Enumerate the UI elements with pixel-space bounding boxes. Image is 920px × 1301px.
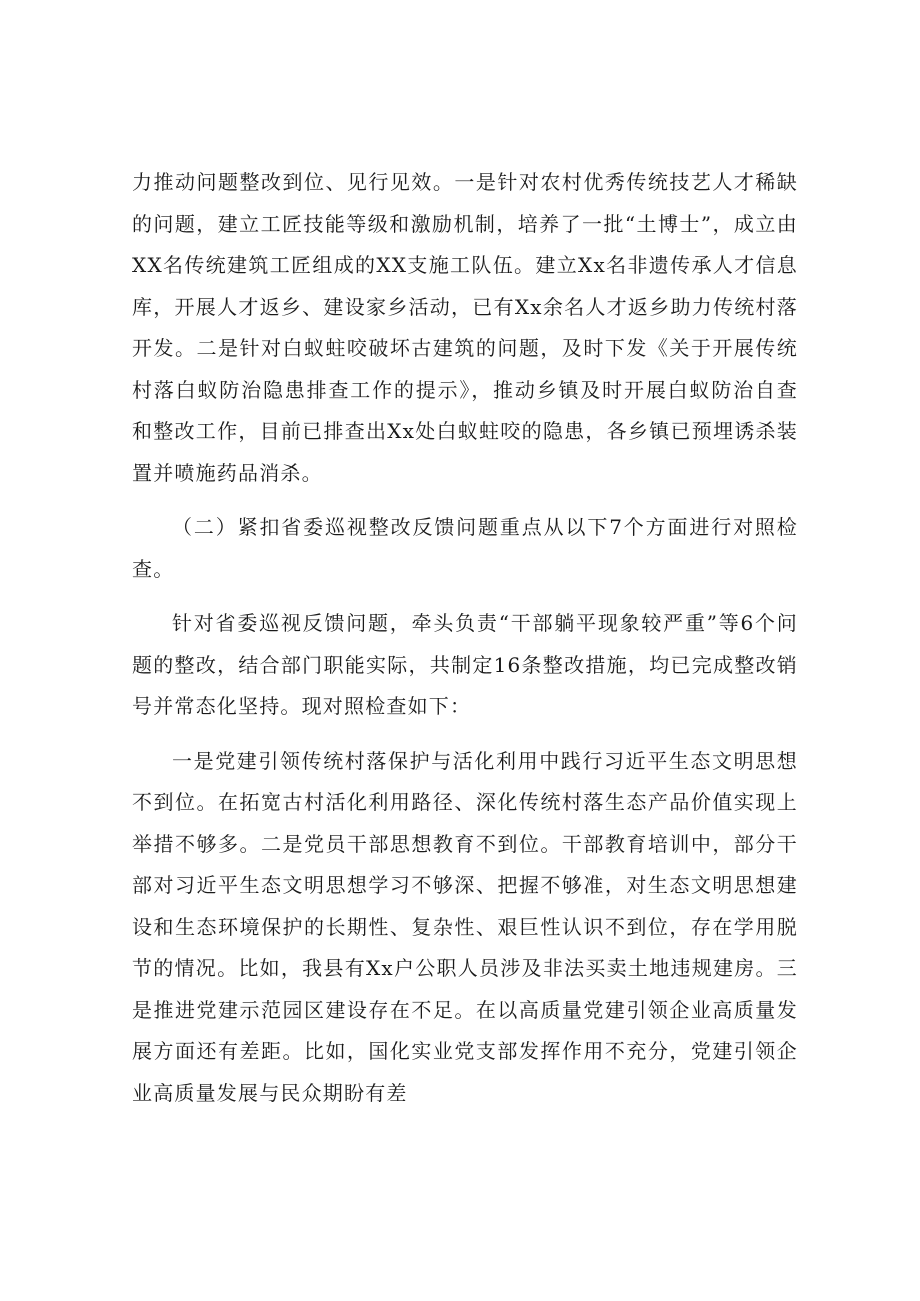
paragraph-issues: 一是党建引领传统村落保护与活化利用中践行习近平生态文明思想不到位。在拓宽古村活化利用路径、深化传统村落生态产品价值实现上举措不够多。二是党员干部思想教育不到位。干部教育培训中，部分干部对习近平生态文明思想学习不够深、把握不够准，对生态文明思想建设和生态环境保护的长期性、复杂性、艰巨性认识不到位，存在学用脱节的情况。比如，我县有Xx户公职人员涉及非法买卖土地违规建房。三是推进党建示范园区建设存在不足。在以高质量党建引领企业高质量发展方面还有差距。比如，国化实业党支部发挥作用不充分，党建引领企业高质量发展与民众期盼有差 xyxy=(132,748,798,1105)
section-heading: （二）紧扣省委巡视整改反馈问题重点从以下7个方面进行对照检查。 xyxy=(132,515,798,581)
document-body xyxy=(132,162,798,1114)
paragraph-intro: 针对省委巡视反馈问题，牵头负责“干部躺平现象较严重”等6个问题的整改，结合部门职能实际，共制定16条整改措施，均已完成整改销号并常态化坚持。现对照检查如下： xyxy=(132,611,798,718)
paragraph-continuation: 力推动问题整改到位、见行见效。一是针对农村优秀传统技艺人才稀缺的问题，建立工匠技能等级和激励机制，培养了一批“土博士”，成立由XX名传统建筑工匠组成的XX支施工队伍。建立Xx名非遗传承人才信息库，开展人才返乡、建设家乡活动，已有Xx余名人才返乡助力传统村落开发。二是针对白蚁蛀咬破坏古建筑的问题，及时下发《关于开展传统村落白蚁防治隐患排查工作的提示》，推动乡镇及时开展白蚁防治自查和整改工作，目前已排查出Xx处白蚁蛀咬的隐患，各乡镇已预埋诱杀装置并喷施药品消杀。 xyxy=(132,170,798,485)
